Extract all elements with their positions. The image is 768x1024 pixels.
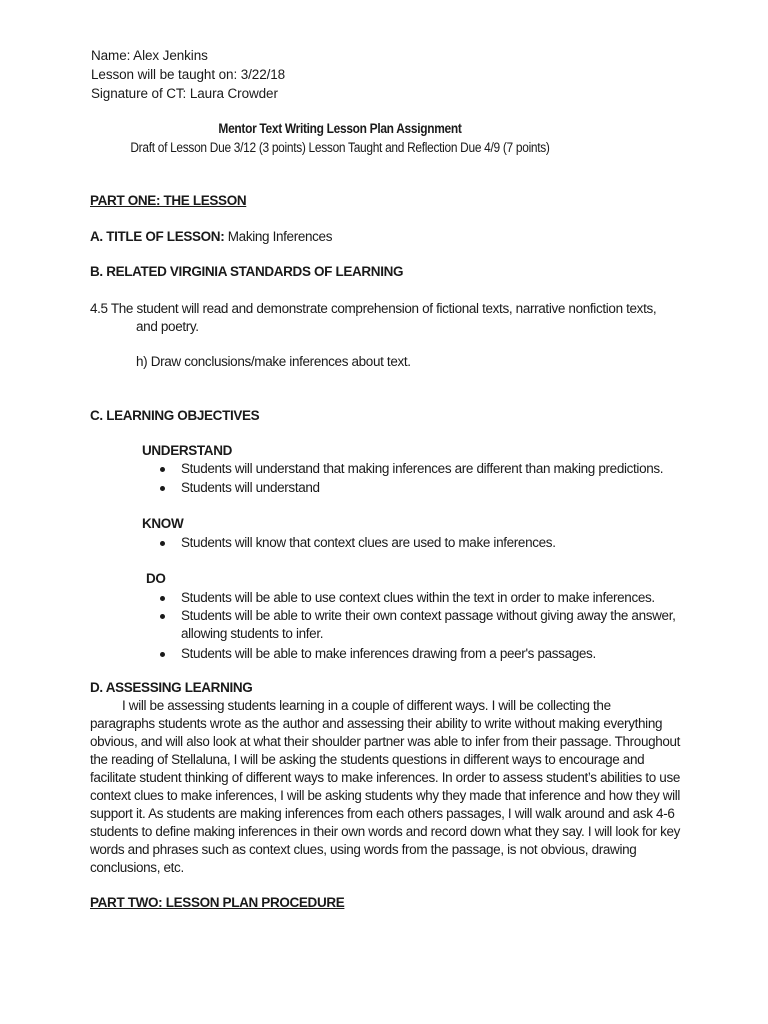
- understand-item: Students will understand that making inferences are different than making predictions.: [181, 461, 664, 476]
- section-c-heading: C. LEARNING OBJECTIVES: [90, 408, 260, 423]
- assessment-line: obvious, and will also look at what their shoulder partner was able to infer from their passage. Throughout: [90, 734, 681, 749]
- know-heading: KNOW: [142, 516, 184, 531]
- do-item: Students will be able to write their own context passage without giving away the answer,: [181, 608, 676, 623]
- bullet-icon: [160, 486, 165, 491]
- student-name: Name: Alex Jenkins: [91, 48, 208, 63]
- assessment-line: support it. As students are making inferences from each others passages, I will walk around and ask 4-6: [90, 806, 675, 821]
- ct-signature: Signature of CT: Laura Crowder: [91, 86, 278, 101]
- bullet-icon: [160, 467, 165, 472]
- do-heading: DO: [146, 571, 166, 586]
- do-item-continued: allowing students to infer.: [181, 626, 324, 641]
- assessment-line: conclusions, etc.: [90, 860, 184, 875]
- assessment-line: facilitate student thinking of different ways to make inferences. In order to assess student’s abilities to use: [90, 770, 681, 785]
- part-one-heading: PART ONE: THE LESSON: [90, 193, 247, 208]
- lesson-date: Lesson will be taught on: 3/22/18: [91, 67, 286, 82]
- know-item: Students will know that context clues are used to make inferences.: [181, 535, 556, 550]
- lesson-title: Making Inferences: [224, 229, 333, 244]
- bullet-icon: [160, 541, 165, 546]
- part-two-heading: PART TWO: LESSON PLAN PROCEDURE: [90, 895, 345, 910]
- section-d-heading: D. ASSESSING LEARNING: [90, 680, 253, 695]
- bullet-icon: [160, 652, 165, 657]
- section-a: [90, 228, 332, 246]
- section-a-label: A. TITLE OF LESSON:: [90, 229, 225, 244]
- standard-sub-item: h) Draw conclusions/make inferences about text.: [136, 354, 411, 369]
- assessment-line: paragraphs students wrote as the author and assessing their ability to write without making everything: [90, 716, 663, 731]
- section-b-heading: B. RELATED VIRGINIA STANDARDS OF LEARNING: [90, 264, 404, 279]
- assessment-line: context clues to make inferences, I will be asking students why they made that inference and how they will: [90, 788, 680, 803]
- document-title: Mentor Text Writing Lesson Plan Assignment: [218, 121, 462, 136]
- understand-item: Students will understand: [181, 480, 320, 495]
- assessment-line: the reading of Stellaluna, I will be asking the students questions in different ways to encourage and: [90, 752, 645, 767]
- assessment-line: words and phrases such as context clues, using words from the passage, is not obvious, drawing: [90, 842, 637, 857]
- bullet-icon: [160, 596, 165, 601]
- assessment-line: students to define making inferences in their own words and record down what they say. I will look for key: [90, 824, 680, 839]
- document-subtitle: Draft of Lesson Due 3/12 (3 points) Lesson Taught and Reflection Due 4/9 (7 points): [130, 140, 550, 155]
- do-item: Students will be able to use context clues within the text in order to make inferences.: [181, 590, 655, 605]
- standard-line-1: 4.5 The student will read and demonstrate comprehension of fictional texts, narrative nonfiction texts,: [90, 301, 657, 316]
- bullet-icon: [160, 614, 165, 619]
- do-item: Students will be able to make inferences drawing from a peer's passages.: [181, 646, 596, 661]
- understand-heading: UNDERSTAND: [142, 443, 232, 458]
- standard-line-2: and poetry.: [136, 319, 199, 334]
- assessment-line: I will be assessing students learning in a couple of different ways. I will be collecting the: [122, 698, 611, 713]
